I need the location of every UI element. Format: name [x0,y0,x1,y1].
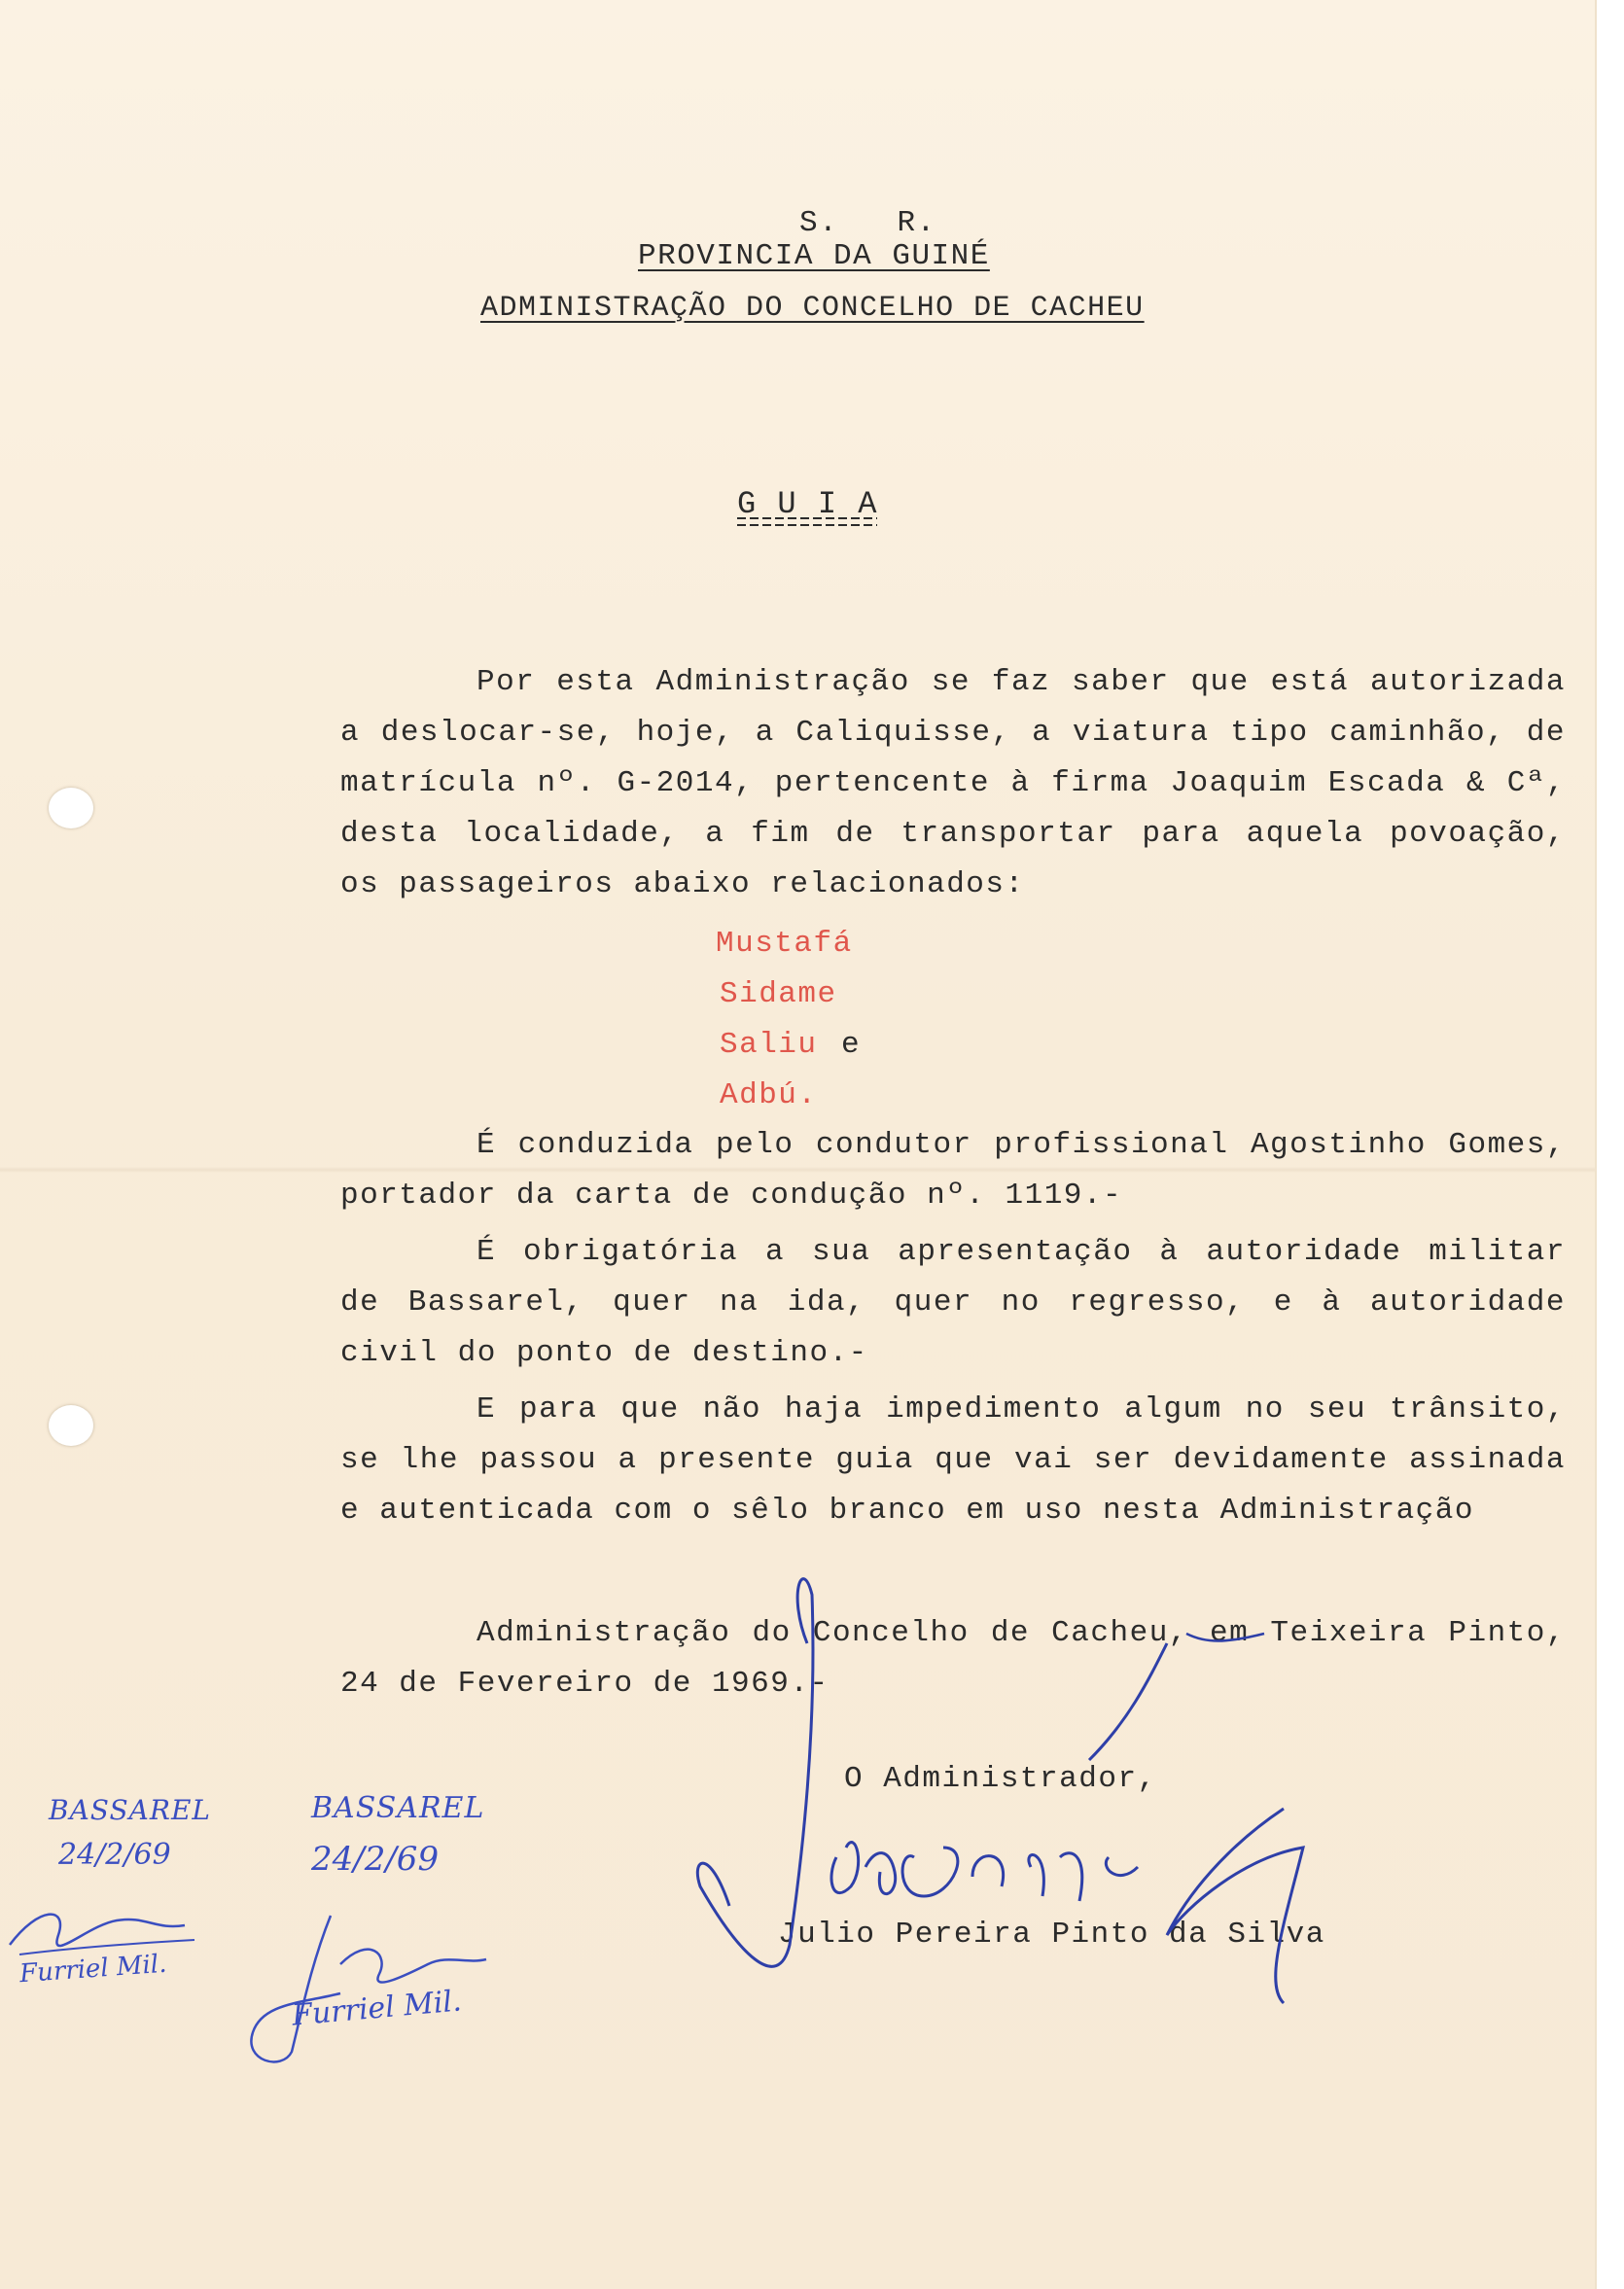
paragraph-driver: É conduzida pelo condutor profissional Agostinho Gomes, portador da carta de condução nº. 1119.- [340,1128,1566,1213]
punch-hole-top [49,788,93,828]
stamp-2-note: Furriel Mil. [290,1984,463,2033]
passenger-3: Saliu [720,1028,818,1062]
stamp-1-note: Furriel Mil. [18,1949,168,1990]
stamp-2-date: 24/2/69 [311,1840,440,1879]
passenger-1: Mustafá [716,927,853,961]
passenger-2: Sidame [720,977,837,1011]
document-title: G U I A [737,486,878,522]
stamp-2-place: BASSAREL [311,1791,485,1825]
punch-hole-bottom [49,1405,93,1446]
paragraph-closing: E para que não haja impedimento algum no seu trânsito, se lhe passou a presente guia que vai ser devidamente assinada e autenticada com o sêlo branco em uso nesta Administração [340,1392,1566,1528]
paragraph-authorization: Por esta Administração se faz saber que está autorizada a deslocar-se, hoje, a Caliquisse, a viatura tipo caminhão, de matrícula nº. G-2014, pertencente à firma Joaquim Escada & Cª, desta localidade, a fim de transportar para aquela povoação, os passageiros abaixo relacionados: [340,665,1566,901]
administrator-signature [681,1536,1381,2042]
signature-name: Julio Pereira Pinto da Silva [778,1918,1325,1952]
signature-role: O Administrador, [844,1762,1157,1796]
stamp-2-signature [224,1906,515,2081]
stamp-1-signature [0,1896,214,1974]
title-double-underline [735,515,881,529]
paragraph-obligation: É obrigatória a sua apresentação à autoridade militar de Bassarel, quer na ida, quer no regresso, e à autoridade civil do ponto de destino.- [340,1235,1566,1370]
passenger-4: Adbú. [720,1078,818,1112]
header-province: PROVINCIA DA GUINÉ [638,239,990,273]
header-sr: S. R. [799,206,936,240]
passenger-conjunction: e [841,1028,862,1062]
header-administration: ADMINISTRAÇÃO DO CONCELHO DE CACHEU [480,292,1145,325]
stamp-1-place: BASSAREL [49,1794,212,1826]
paragraph-place-date: Administração do Concelho de Cacheu, em Teixeira Pinto, 24 de Fevereiro de 1969.- [340,1616,1566,1701]
stamp-1-date: 24/2/69 [58,1838,171,1872]
